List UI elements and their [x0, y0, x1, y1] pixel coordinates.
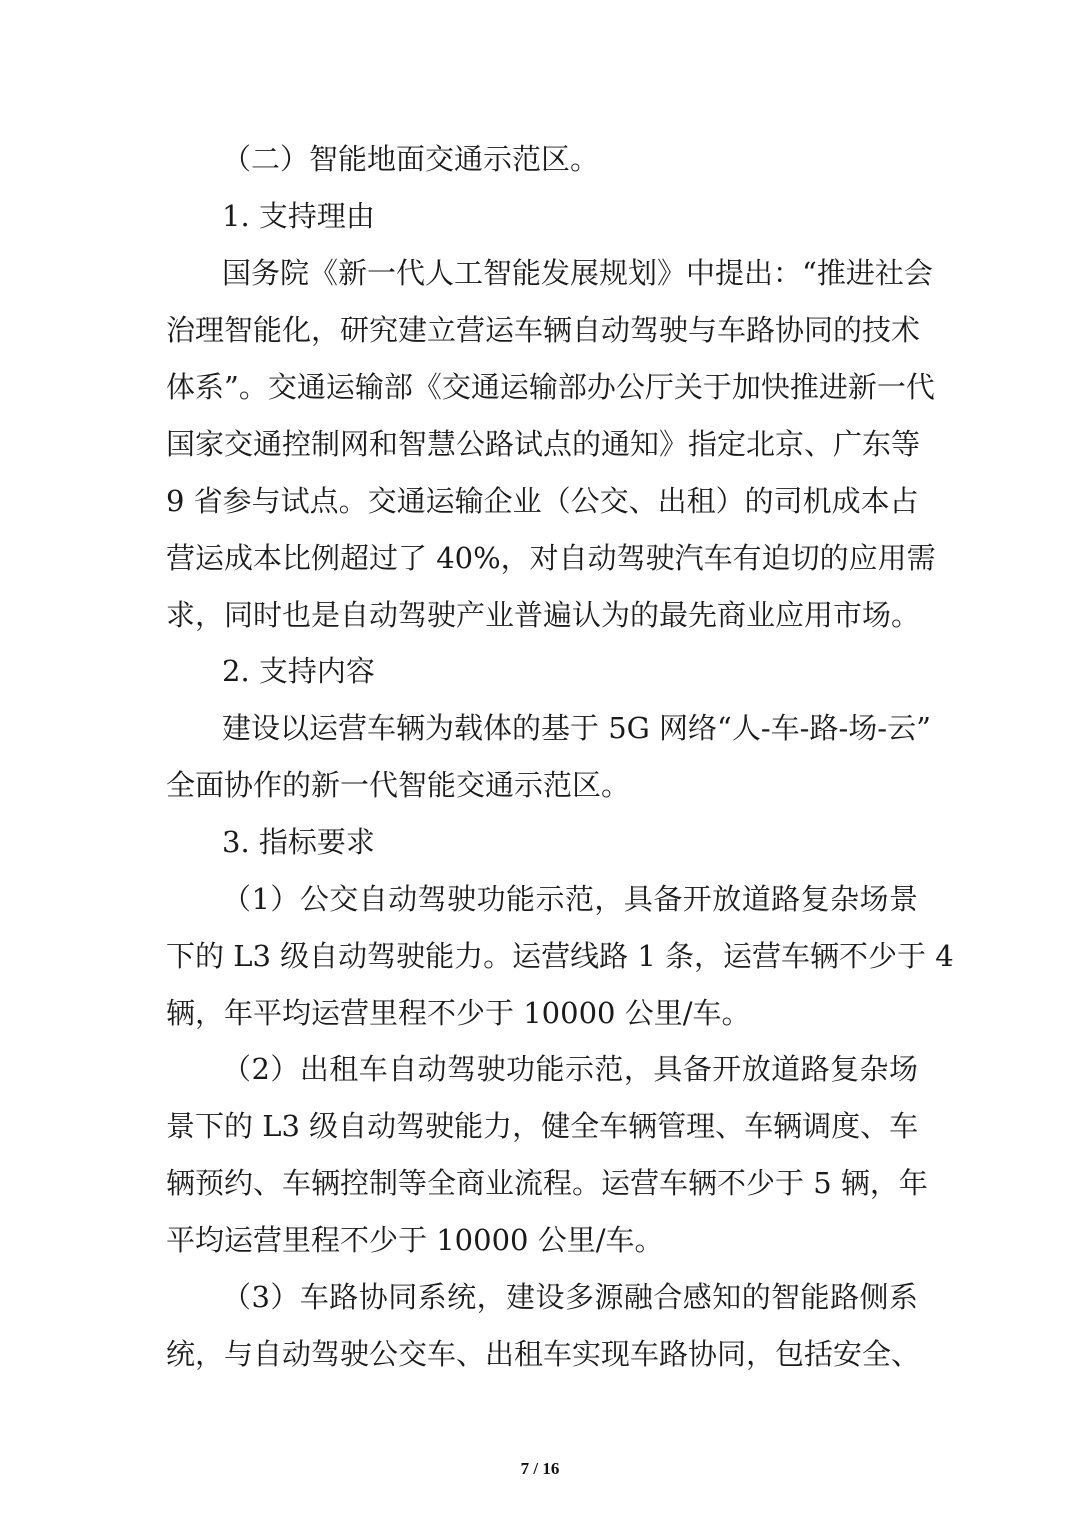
paragraph-line: 营运成本比例超过了 40%，对自动驾驶汽车有迫切的应用需 — [166, 541, 936, 575]
page-number: 7 / 16 — [520, 1459, 560, 1478]
paragraph-line: 统，与自动驾驶公交车、出租车实现车路协同，包括安全、 — [166, 1337, 921, 1371]
subheading-support-reason: 1. 支持理由 — [222, 199, 375, 233]
paragraph-line: 治理智能化，研究建立营运车辆自动驾驶与车路协同的技术 — [166, 313, 921, 347]
paragraph-line: 建设以运营车辆为载体的基于 5G 网络“人-车-路-场-云” — [222, 711, 931, 745]
paragraph-line: （2）出租车自动驾驶功能示范，具备开放道路复杂场 — [222, 1052, 918, 1086]
subheading-indicator-requirements: 3. 指标要求 — [222, 825, 375, 859]
paragraph-line: 国家交通控制网和智慧公路试点的通知》指定北京、广东等 — [166, 427, 921, 461]
paragraph-line: （1）公交自动驾驶功能示范，具备开放道路复杂场景 — [222, 882, 918, 916]
paragraph-line: 国务院《新一代人工智能发展规划》中提出：“推进社会 — [222, 256, 933, 290]
paragraph-line: 景下的 L3 级自动驾驶能力，健全车辆管理、车辆调度、车 — [166, 1109, 919, 1143]
paragraph-line: 辆，年平均运营里程不少于 10000 公里/车。 — [166, 996, 751, 1030]
section-heading: （二）智能地面交通示范区。 — [222, 142, 600, 176]
paragraph-line: 体系”。交通运输部《交通运输部办公厅关于加快推进新一代 — [166, 370, 935, 404]
subheading-support-content: 2. 支持内容 — [222, 654, 375, 688]
paragraph-line: 平均运营里程不少于 10000 公里/车。 — [166, 1223, 664, 1257]
paragraph-line: 9 省参与试点。交通运输企业（公交、出租）的司机成本占 — [166, 484, 919, 518]
paragraph-line: 辆预约、车辆控制等全商业流程。运营车辆不少于 5 辆，年 — [166, 1166, 928, 1200]
paragraph-line: （3）车路协同系统，建设多源融合感知的智能路侧系 — [222, 1280, 918, 1314]
paragraph-line: 求，同时也是自动驾驶产业普遍认为的最先商业应用市场。 — [166, 598, 921, 632]
paragraph-line: 下的 L3 级自动驾驶能力。运营线路 1 条，运营车辆不少于 4 — [166, 939, 954, 973]
paragraph-line: 全面协作的新一代智能交通示范区。 — [166, 768, 631, 802]
